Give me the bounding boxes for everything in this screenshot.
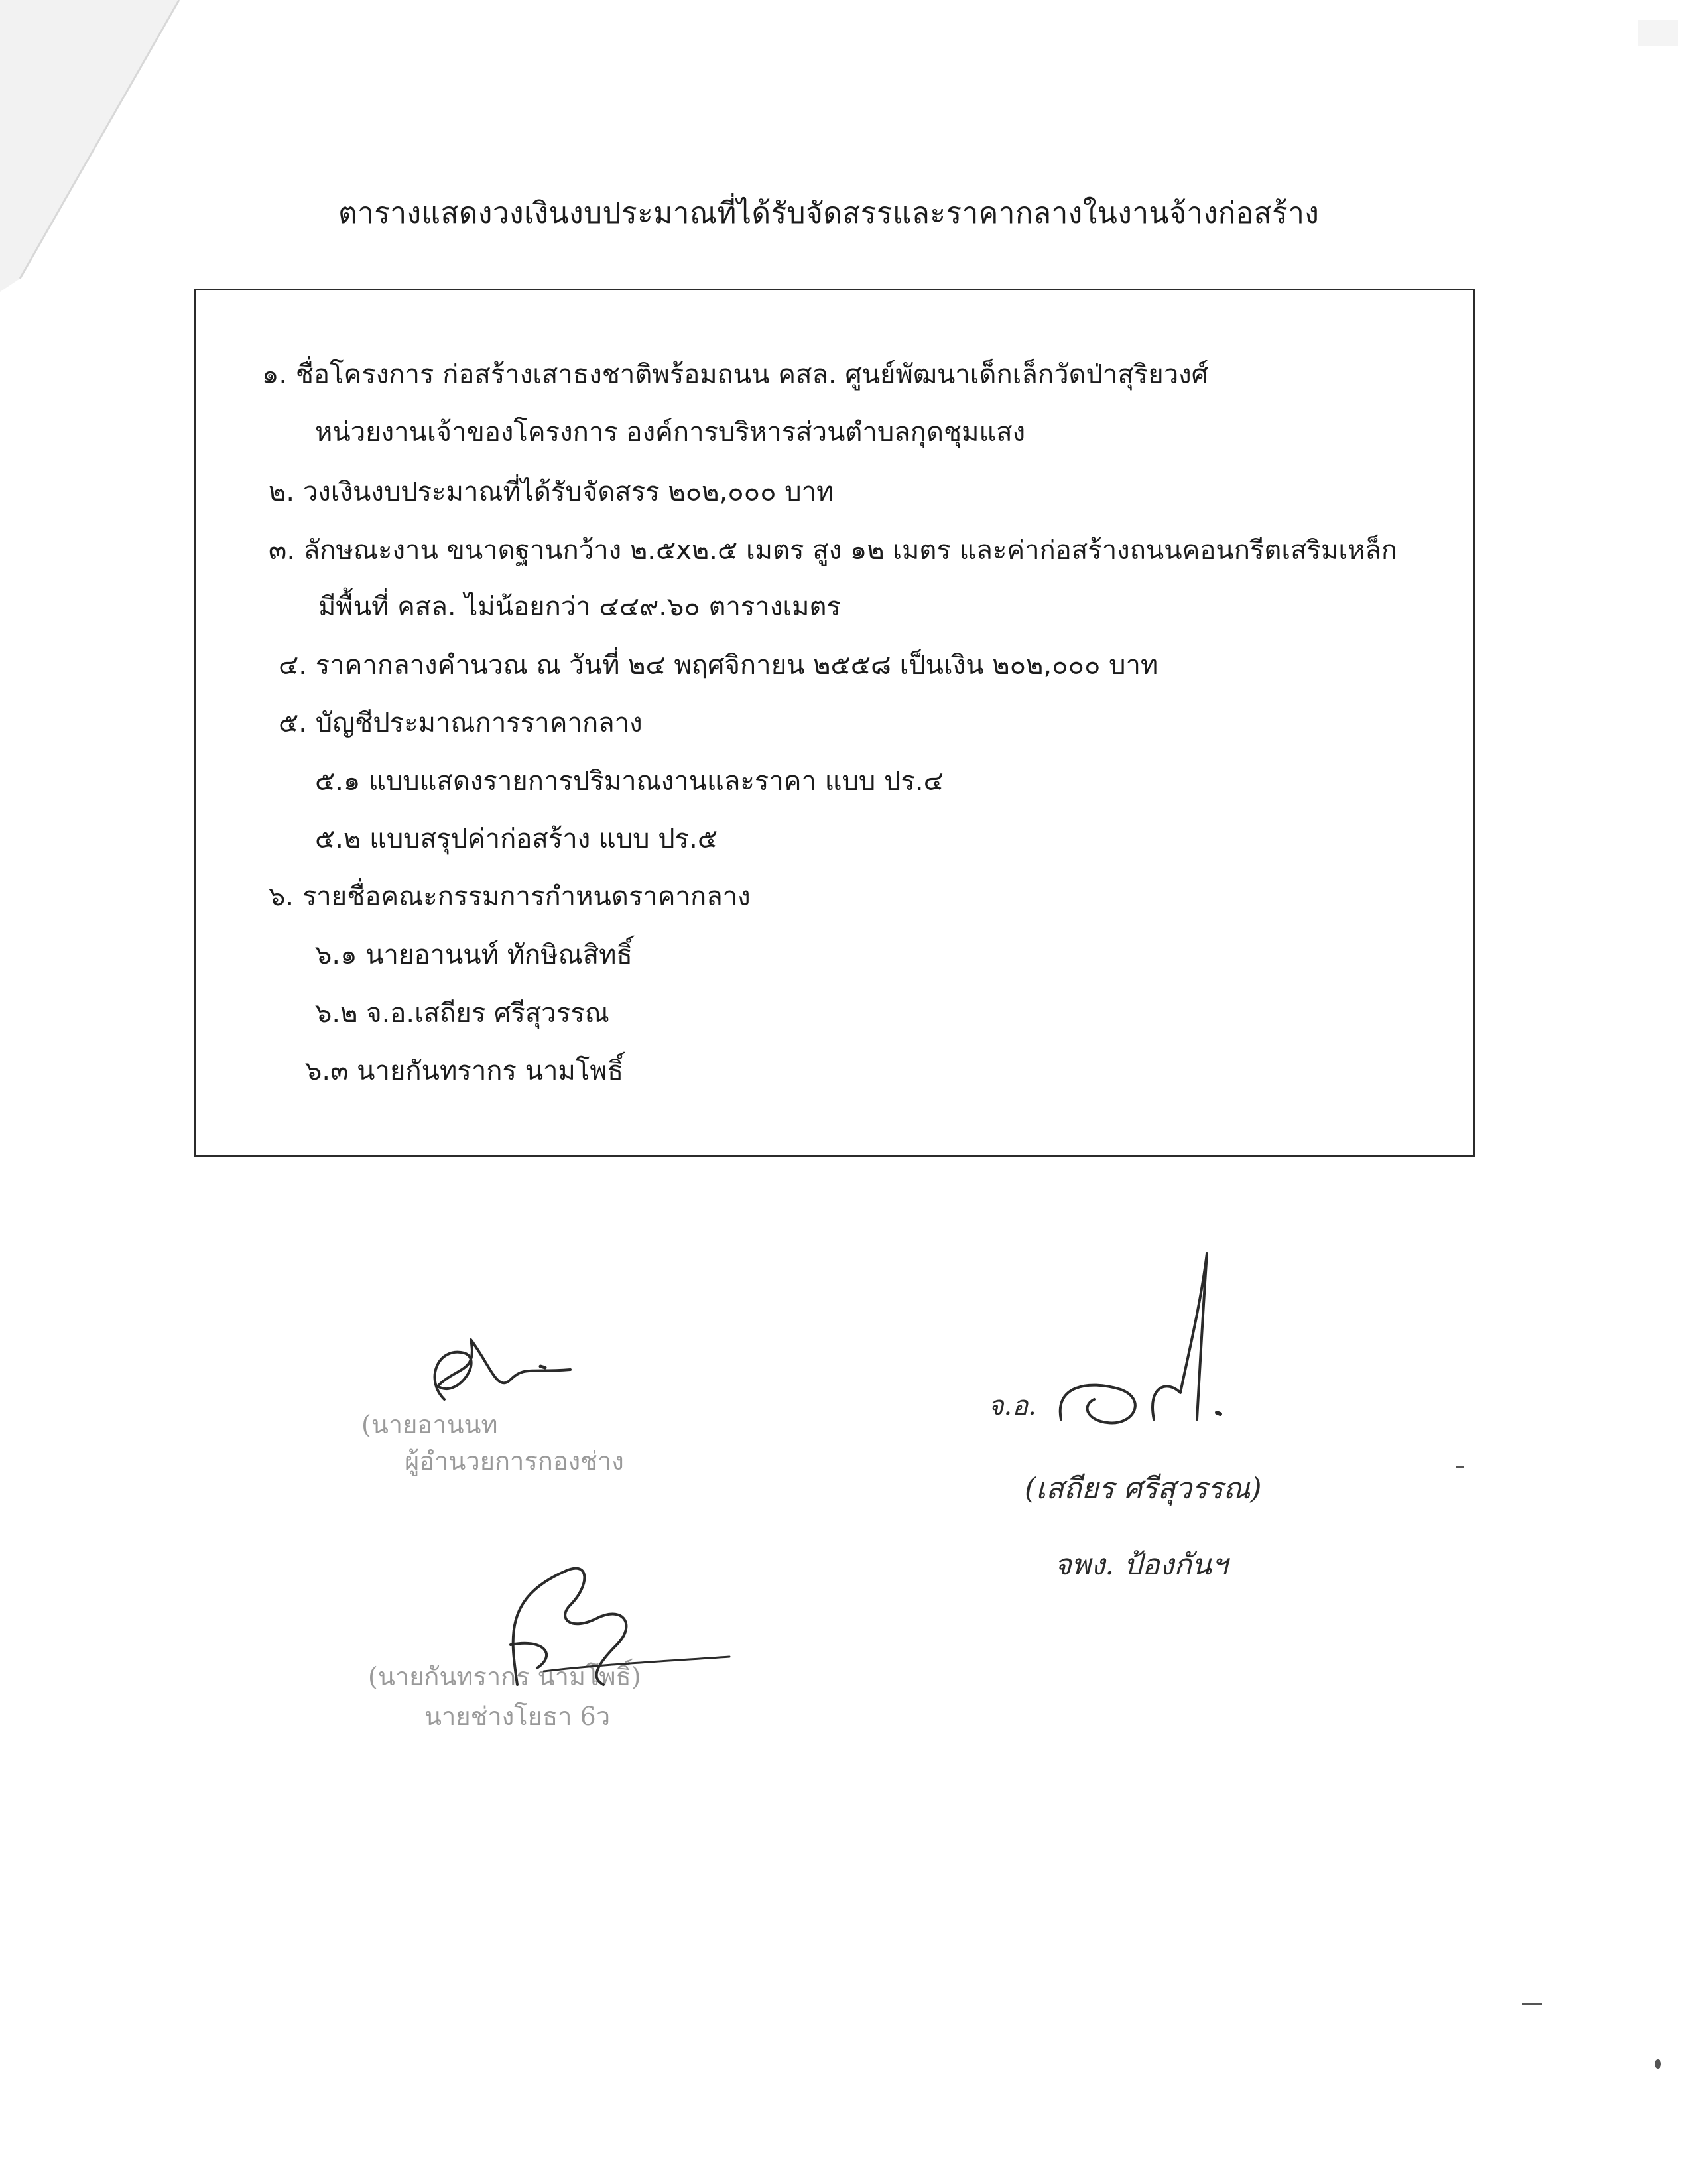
scan-speck <box>1522 2003 1542 2005</box>
signature-left-top-position: ผู้อำนวยการกองช่าง <box>405 1446 624 1476</box>
signature-right-rank-prefix: จ.อ. <box>988 1391 1036 1421</box>
signature-left-bottom-name: (นายกันทรากร นามโพธิ์) <box>368 1662 641 1691</box>
item-5-1-form-por4: ๕.๑ แบบแสดงรายการปริมาณงานและราคา แบบ ปร.๔ <box>315 766 944 797</box>
scan-speck <box>1456 1466 1464 1468</box>
item-6-1-member: ๖.๑ นายอานนท์ ทักษิณสิทธิ์ <box>315 940 633 970</box>
handwritten-signature-anon <box>398 1326 584 1419</box>
item-6-2-member: ๖.๒ จ.อ.เสถียร ศรีสุวรรณ <box>315 998 609 1029</box>
signature-left-bottom-position: นายช่างโยธา 6ว <box>424 1702 611 1731</box>
handwritten-signature-sathian <box>1048 1247 1260 1459</box>
item-1-agency: หน่วยงานเจ้าของโครงการ องค์การบริหารส่วนตำบลกุดชุมแสง <box>315 417 1026 448</box>
item-5-estimate-list: ๕. บัญชีประมาณการราคากลาง <box>279 708 643 738</box>
item-2-budget: ๒. วงเงินงบประมาณที่ได้รับจัดสรร ๒๐๒,๐๐๐ บาท <box>269 477 834 507</box>
item-6-committee: ๖. รายชื่อคณะกรรมการกำหนดราคากลาง <box>269 881 751 912</box>
item-4-median-price: ๔. ราคากลางคำนวณ ณ วันที่ ๒๔ พฤศจิกายน ๒๕๕๘ เป็นเงิน ๒๐๒,๐๐๐ บาท <box>279 650 1159 680</box>
item-5-2-form-por5: ๕.๒ แบบสรุปค่าก่อสร้าง แบบ ปร.๕ <box>315 824 718 854</box>
item-1-project-name: ๑. ชื่อโครงการ ก่อสร้างเสาธงชาติพร้อมถนน คสล. ศูนย์พัฒนาเด็กเล็กวัดป่าสุริยวงศ์ <box>262 359 1209 390</box>
signature-right-name: (เสถียร ศรีสุวรรณ) <box>1025 1472 1262 1506</box>
item-3-work-description: ๓. ลักษณะงาน ขนาดฐานกว้าง ๒.๕x๒.๕ เมตร สูง ๑๒ เมตร และค่าก่อสร้างถนนคอนกรีตเสริมเหล็ก <box>269 535 1398 566</box>
signature-right-position: จพง. ป้องกันฯ <box>1054 1548 1228 1582</box>
signature-left-top-name: (นายอานนท <box>361 1410 498 1439</box>
handwritten-signature-kantharakorn <box>464 1539 743 1698</box>
document-title: ตารางแสดงวงเงินงบประมาณที่ได้รับจัดสรรและราคากลางในงานจ้างก่อสร้าง <box>338 196 1320 230</box>
item-6-3-member: ๖.๓ นายกันทรากร นามโพธิ์ <box>305 1056 624 1086</box>
scan-corner-fold <box>0 0 186 305</box>
scan-speck <box>1655 2059 1661 2069</box>
scan-speck <box>1638 20 1678 46</box>
item-3-area: มีพื้นที่ คสล. ไม่น้อยกว่า ๔๔๙.๖๐ ตารางเมตร <box>318 592 841 622</box>
